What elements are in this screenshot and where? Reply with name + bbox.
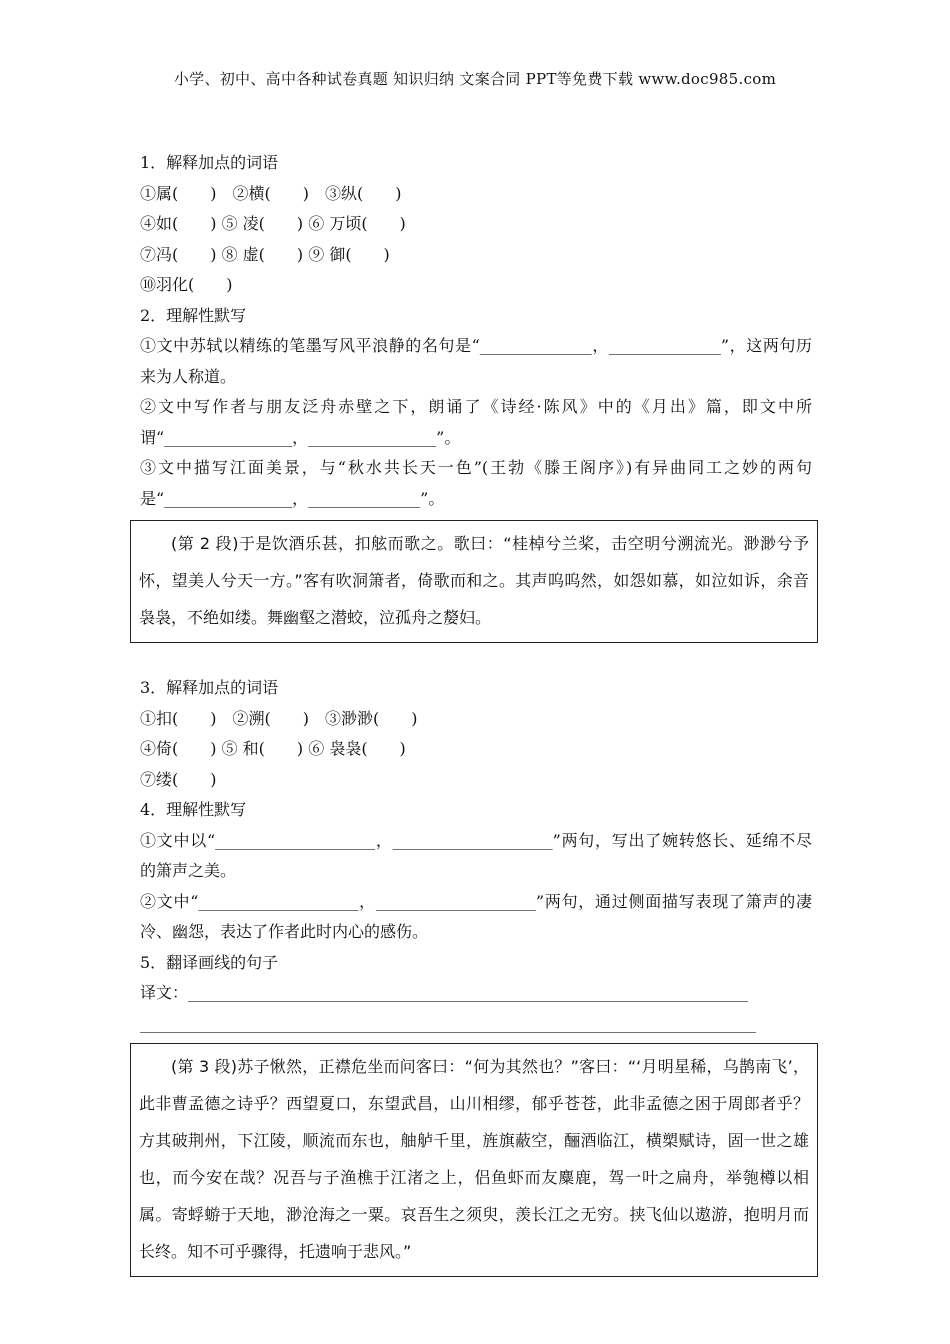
question-1-title: 1．解释加点的词语 — [140, 153, 279, 172]
question-2-title: 2．理解性默写 — [140, 305, 247, 325]
worksheet-content — [140, 148, 812, 1277]
question-2-item-1: ①文中苏轼以精练的笔墨写风平浪静的名句是“______________，______________”，这两句历来为人称道。 — [140, 336, 812, 386]
question-3-row-1: ①扣( ) ②溯( ) ③渺渺( ) — [140, 708, 418, 728]
question-3-row-3: ⑦缕( ) — [140, 769, 217, 789]
question-3-title: 3．解释加点的词语 — [140, 678, 279, 697]
question-4-item-2: ②文中“____________________，____________________”两句，通过侧面描写表现了箫声的凄冷、幽怨，表达了作者此时内心的感伤。 — [140, 891, 812, 941]
question-2-item-3: ③文中描写江面美景，与“秋水共长天一色”(王勃《滕王阁序》)有异曲同工之妙的两句是“________________，______________”。 — [140, 458, 812, 508]
question-1-row-3: ⑦冯( ) ⑧ 虚( ) ⑨ 御( ) — [140, 244, 390, 264]
question-2-item-2: ②文中写作者与朋友泛舟赤壁之下，朗诵了《诗经·陈风》中的《月出》篇，即文中所谓“________________，________________”。 — [140, 397, 812, 447]
question-1-row-4: ⑩羽化( ) — [140, 275, 233, 294]
passage-box-2 — [130, 520, 818, 643]
passage-3-text: (第 3 段)苏子愀然，正襟危坐而问客曰：“何为其然也？”客曰：“‘月明星稀，乌鹊南飞’，此非曹孟德之诗乎？西望夏口，东望武昌，山川相缪，郁乎苍苍，此非孟德之困于周郎者乎？方其破荆州，下江陵，顺流而东也，舳舻千里，旌旗蔽空，酾酒临江，横槊赋诗，固一世之雄也，而今安在哉？况吾与子渔樵于江渚之上，侣鱼虾而友麋鹿，驾一叶之扁舟，举匏樽以相属。寄蜉蝣于天地，渺沧海之一粟。哀吾生之须臾，羡长江之无穷。挟飞仙以遨游，抱明月而长终。知不可乎骤得，托遗响于悲风。” — [139, 1057, 809, 1261]
question-4-title: 4．理解性默写 — [140, 800, 247, 819]
page-header: 小学、初中、高中各种试卷真题 知识归纳 文案合同 PPT等免费下载 www.doc985.com — [173, 70, 777, 88]
passage-box-3 — [130, 1043, 818, 1277]
translation-line-1: 译文：______________________________________________________________________ — [140, 983, 749, 1002]
question-3-row-2: ④倚( ) ⑤ 和( ) ⑥ 袅袅( ) — [140, 739, 406, 758]
question-1-row-2: ④如( ) ⑤ 凌( ) ⑥ 万顷( ) — [140, 214, 406, 233]
question-1-row-1: ①属( ) ②横( ) ③纵( ) — [140, 183, 402, 203]
question-5-title: 5．翻译画线的句子 — [140, 952, 279, 972]
translation-line-2: _____________________________________________________________________________ — [140, 1013, 756, 1033]
passage-2-text: (第 2 段)于是饮酒乐甚，扣舷而歌之。歌曰：“桂棹兮兰桨，击空明兮溯流光。渺渺兮予怀，望美人兮天一方。”客有吹洞箫者，倚歌而和之。其声呜呜然，如怨如慕，如泣如诉，余音袅袅，不绝如缕。舞幽壑之潜蛟，泣孤舟之嫠妇。 — [139, 534, 809, 627]
question-4-item-1: ①文中以“____________________，____________________”两句，写出了婉转悠长、延绵不尽的箫声之美。 — [140, 830, 812, 880]
